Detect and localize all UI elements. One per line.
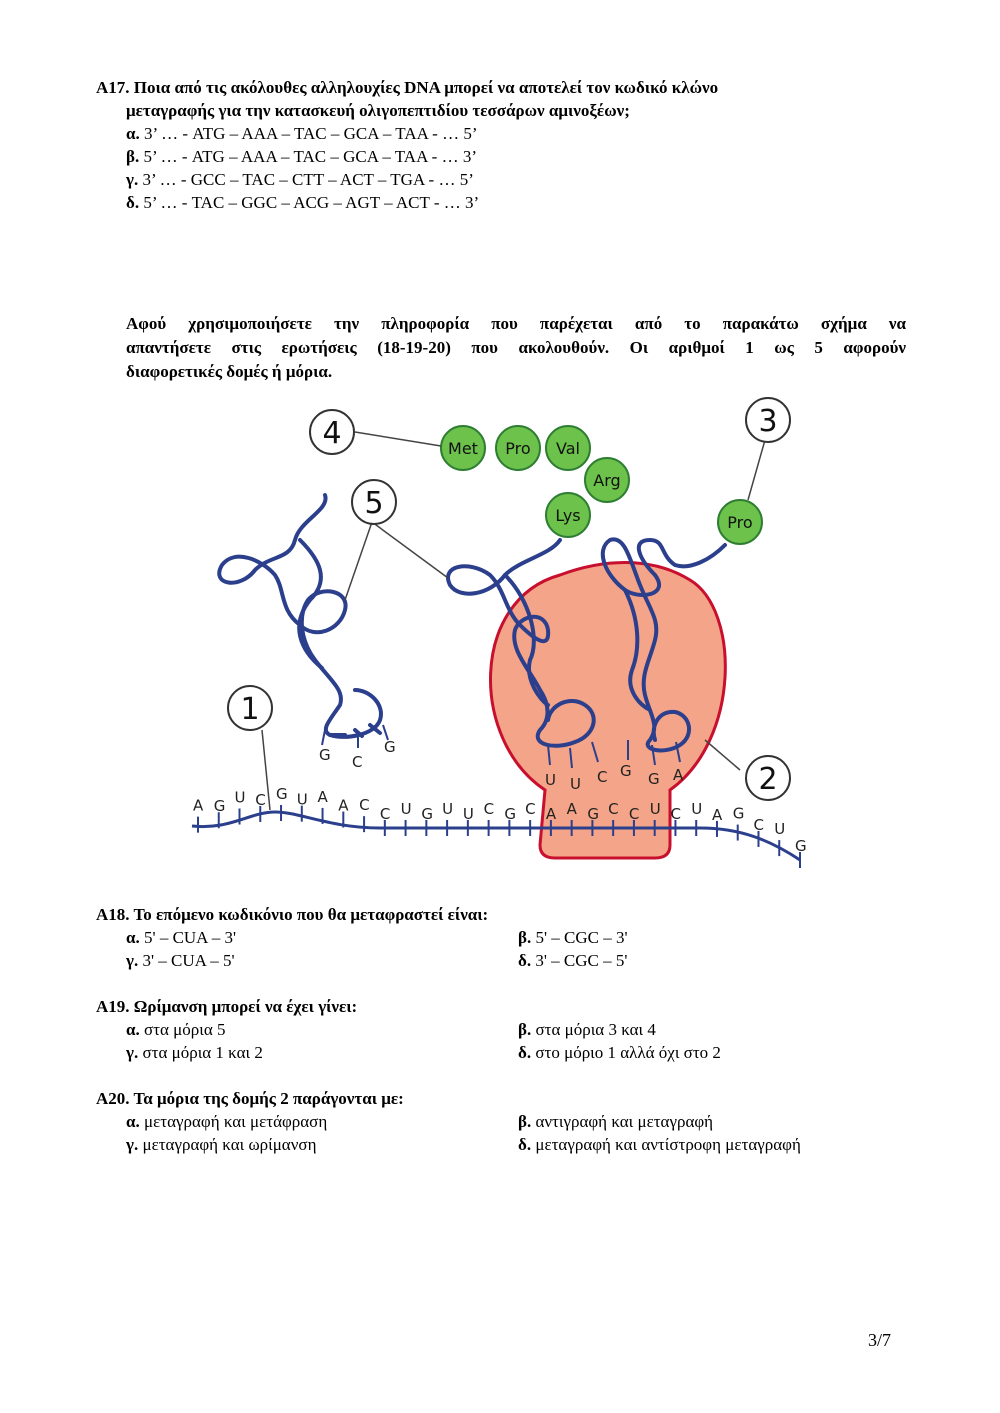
option-text: 5' – CUA – 3' <box>144 928 237 947</box>
option-letter: δ. <box>518 1135 532 1154</box>
option-letter: β. <box>518 1020 532 1039</box>
amino-acid-on-trna <box>718 500 762 544</box>
intro-line-3: διαφορετικές δομές ή μόρια. <box>126 362 333 381</box>
a18-option-a <box>126 928 236 948</box>
option-text: 5’ … - TAC – GGC – ACG – AGT – ACT - … 3’ <box>143 193 480 212</box>
amino-acid-label: Arg <box>593 471 621 490</box>
mrna-base: G <box>732 804 745 823</box>
mrna-base: U <box>442 800 454 818</box>
mrna-base: C <box>608 800 619 818</box>
amino-acid-label: Pro <box>727 513 753 532</box>
a17-option-d <box>126 193 479 213</box>
mrna-base: A <box>317 787 328 806</box>
option-text: μεταγραφή και μετάφραση <box>144 1112 328 1131</box>
mrna-base: G <box>213 797 226 816</box>
label-1 <box>228 686 272 730</box>
mrna-base: U <box>691 800 703 818</box>
a19-option-c <box>126 1043 263 1063</box>
a19-option-b <box>518 1020 656 1040</box>
mrna-base: G <box>795 837 807 855</box>
option-text: 5' – CGC – 3' <box>535 928 628 947</box>
option-letter: γ. <box>126 951 139 970</box>
option-text: 3’ … - ATG – AAA – TAC – GCA – TAA - … 5’ <box>144 124 478 143</box>
mrna-base: G <box>504 805 517 823</box>
option-text: στα μόρια 5 <box>144 1020 226 1039</box>
translation-diagram <box>0 390 1000 880</box>
a20-title: Α20. Τα μόρια της δομής 2 παράγονται με: <box>96 1089 404 1108</box>
label-number: 4 <box>322 416 342 451</box>
mrna-base: A <box>566 800 577 818</box>
option-letter: β. <box>518 928 532 947</box>
option-letter: α. <box>126 928 140 947</box>
option-text: 3’ … - GCC – TAC – CTT – ACT – TGA - … 5’ <box>142 170 474 189</box>
option-text: αντιγραφή και μεταγραφή <box>535 1112 714 1131</box>
anticodon-free-base: C <box>352 753 363 771</box>
mrna-base: A <box>193 796 204 815</box>
option-text: μεταγραφή και ωρίμανση <box>142 1135 317 1154</box>
figure-intro-paragraph <box>126 312 906 384</box>
option-text: 3' – CGC – 5' <box>535 951 628 970</box>
label-5 <box>352 480 396 524</box>
anticodon-site2-base: G <box>620 762 632 780</box>
intro-line-2: απαντήσετε στις ερωτήσεις (18-19-20) που ακολουθούν. Οι αριθμοί 1 ως 5 αφορούν <box>126 338 906 357</box>
a20-option-c <box>126 1135 316 1155</box>
option-letter: β. <box>126 147 140 166</box>
amino-acid-label: Pro <box>505 439 531 458</box>
a20-option-d <box>518 1135 801 1155</box>
option-letter: γ. <box>126 170 139 189</box>
mrna-base: U <box>462 805 474 823</box>
a19-title: Α19. Ωρίμανση μπορεί να έχει γίνει: <box>96 997 358 1016</box>
mrna-base: U <box>774 820 786 839</box>
mrna-base: G <box>421 805 433 823</box>
mrna-base: G <box>587 805 600 823</box>
mrna-base: C <box>379 805 391 823</box>
option-letter: δ. <box>518 1043 532 1062</box>
a17-option-b <box>126 147 477 167</box>
label-number: 2 <box>758 762 778 797</box>
a20-option-b <box>518 1112 713 1132</box>
mrna-base: A <box>711 805 723 824</box>
option-text: 3' – CUA – 5' <box>142 951 235 970</box>
label-number: 3 <box>758 404 778 439</box>
mrna-base: C <box>628 805 640 823</box>
mrna-base: C <box>525 800 536 818</box>
a18-option-b <box>518 928 628 948</box>
option-letter: δ. <box>126 193 140 212</box>
amino-acid-label: Lys <box>555 506 581 525</box>
option-letter: α. <box>126 1112 140 1131</box>
label-4 <box>310 410 354 454</box>
a19-option-d <box>518 1043 721 1063</box>
label-2 <box>746 756 790 800</box>
anticodon-free-base: G <box>384 738 396 756</box>
a18-title: Α18. Το επόμενο κωδικόνιο που θα μεταφραστεί είναι: <box>96 905 489 924</box>
option-letter: α. <box>126 1020 140 1039</box>
mrna-base: U <box>296 790 308 809</box>
a17-option-c <box>126 170 474 190</box>
mrna-base: U <box>649 800 661 818</box>
anticodon-site1-base: U <box>545 771 556 789</box>
option-letter: γ. <box>126 1043 139 1062</box>
a17-title-line2: μεταγραφής για την κατασκευή ολιγοπεπτιδίου τεσσάρων αμινοξέων; <box>126 101 630 120</box>
a20-option-a <box>126 1112 327 1132</box>
amino-acid-chain <box>441 426 629 537</box>
anticodon-free-base: G <box>319 746 331 764</box>
mrna-base: C <box>255 791 266 810</box>
a17-title-line1: Α17. Ποια από τις ακόλουθες αλληλουχίες DNA μπορεί να αποτελεί τον κωδικό κλώνο <box>96 78 719 97</box>
mrna-base: A <box>545 805 557 823</box>
label-number: 5 <box>364 486 384 521</box>
anticodon-site1-base: U <box>570 775 581 793</box>
a19-option-a <box>126 1020 225 1040</box>
option-text: στα μόρια 1 και 2 <box>142 1043 263 1062</box>
option-text: 5’ … - ATG – AAA – TAC – GCA – TAA - … 3’ <box>143 147 477 166</box>
intro-line-1: Αφού χρησιμοποιήσετε την πληροφορία που παρέχεται από το παρακάτω σχήμα να <box>126 314 906 333</box>
option-text: στο μόριο 1 αλλά όχι στο 2 <box>535 1043 721 1062</box>
mrna-base: A <box>338 796 349 815</box>
option-text: μεταγραφή και αντίστροφη μεταγραφή <box>535 1135 801 1154</box>
a17-option-a <box>126 124 478 144</box>
mrna-base: C <box>670 805 681 823</box>
amino-acid-label: Met <box>448 439 478 458</box>
a18-option-d <box>518 951 627 971</box>
amino-acid-label: Val <box>556 439 580 458</box>
anticodon-site1-base: C <box>597 768 608 786</box>
mrna-base: C <box>483 800 495 818</box>
mrna-base: U <box>400 800 412 818</box>
anticodon-site2-base: A <box>673 766 684 784</box>
page-number: 3/7 <box>868 1330 892 1350</box>
mrna-backbone <box>192 812 800 860</box>
a18-option-c <box>126 951 235 971</box>
option-text: στα μόρια 3 και 4 <box>535 1020 656 1039</box>
mrna-base: U <box>234 788 246 807</box>
option-letter: β. <box>518 1112 532 1131</box>
mrna-base: C <box>753 815 764 834</box>
label-number: 1 <box>240 692 260 727</box>
label-3 <box>746 398 790 442</box>
option-letter: δ. <box>518 951 532 970</box>
mrna-base: G <box>276 784 288 803</box>
anticodon-site2-base: G <box>648 770 660 788</box>
mrna-bases <box>193 785 807 855</box>
mrna-base: C <box>359 796 370 815</box>
option-letter: α. <box>126 124 140 143</box>
option-letter: γ. <box>126 1135 139 1154</box>
